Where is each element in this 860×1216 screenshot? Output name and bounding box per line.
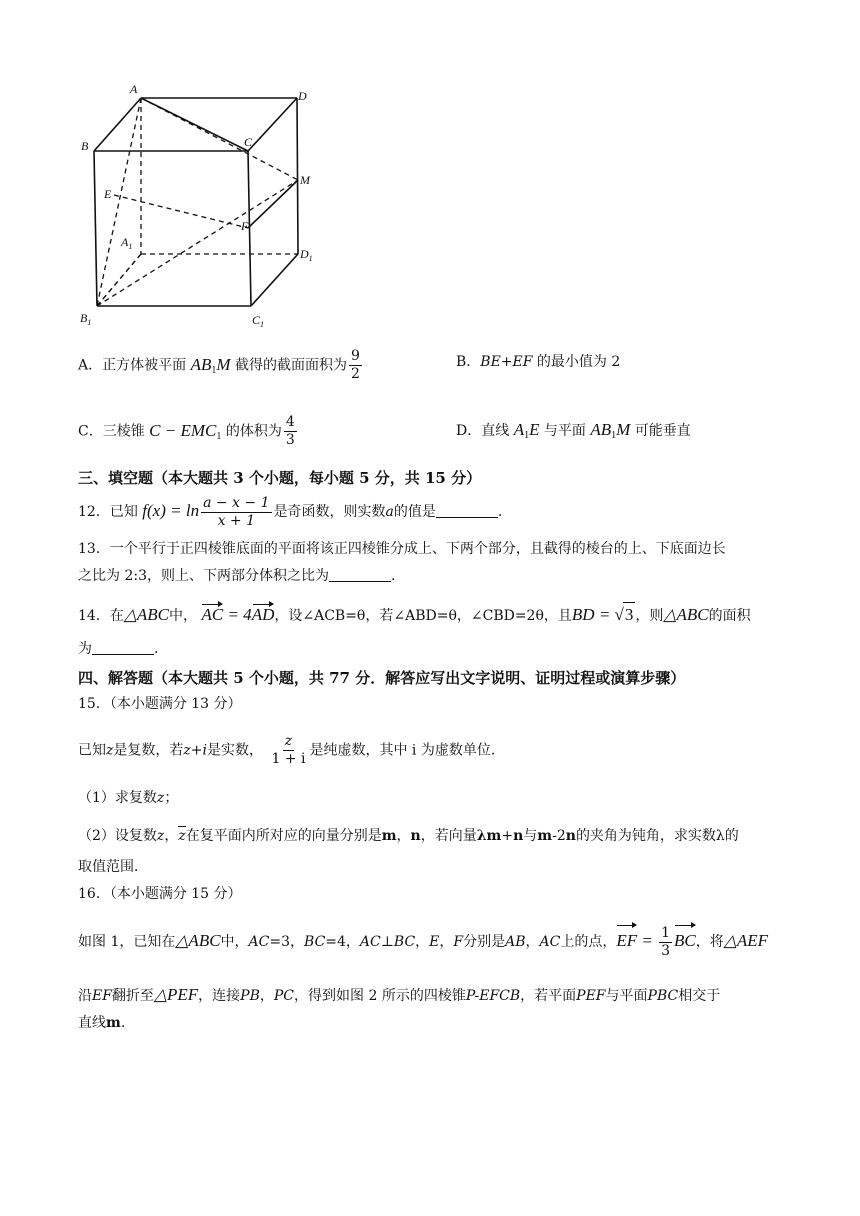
label-A: A [130,82,138,96]
fraction-4-3: $\frac{4}{3}$ [285,414,295,448]
question-16-line-3: 直线m. [78,1015,126,1031]
question-14-line-2: 为 . [78,641,159,657]
label-D: D [298,89,307,103]
label-M: M [300,173,310,187]
question-12: 12．已知 f(x) = ln $\frac{a - x - 1}{x + 1}$ 是奇函数，则实数a的值是 . [78,494,503,529]
fraction-z-over-1-plus-i: $\frac{z}{1 + i}$ [271,733,306,767]
cube-diagram [72,78,332,333]
question-15-part-2-line-2: 取值范围． [78,859,148,875]
question-14-line-1: 14．在△ABC中， AC = 4AD，设∠ACB=θ，若∠ABD=θ，∠CBD=2θ，且BD = √3 ，则△ABC的面积 [78,602,751,628]
cube-figure [72,78,332,333]
label-B: B [81,139,89,153]
question-15-stem: 已知z是复数，若z+i是实数， $\frac{z}{1 + i}$ 是纯虚数，其中 i 为虚数单位． [78,733,505,767]
label-A1: $A_1$ [121,235,133,251]
question-16-header: 16．（本小题满分 15 分） [78,886,242,902]
answer-blank-13[interactable] [329,581,391,582]
section-4-title: 四、解答题（本大题共 5 个小题，共 77 分．解答应写出文字说明、证明过程或演算步骤） [78,669,686,687]
section-3-title: 三、填空题（本大题共 3 个小题，每小题 5 分，共 15 分） [78,469,482,487]
question-15-header: 15．（本小题满分 13 分） [78,696,242,712]
question-15-part-1: （1）求复数z； [78,790,179,806]
label-D1: $D_1$ [300,247,313,263]
question-13-line-2: 之比为 2:3，则上、下两部分体积之比为 . [78,568,396,584]
option-C: C．三棱锥 $C - EMC_1$ 的体积为 $\frac{4}{3}$ [78,414,295,448]
answer-blank-14[interactable] [92,654,154,655]
fraction-9-2: $\frac{9}{2}$ [350,348,360,382]
label-B1: $B_1$ [80,311,92,327]
fraction-one-third: $\frac{1}{3}$ [661,924,671,959]
question-13-line-1: 13．一个平行于正四棱锥底面的平面将该正四棱锥分成上、下两个部分，且截得的棱台的上、下底面边长 [78,541,726,557]
option-B: B．BE+EF 的最小值为 2 [456,354,621,370]
option-A: A．正方体被平面 $AB_1M$ 截得的截面面积为 $\frac{9}{2}$ [78,348,360,382]
label-E: E [104,187,112,201]
fraction-q12: $\frac{a - x - 1}{x + 1}$ [203,494,270,529]
label-C: C [244,135,253,149]
option-D: D．直线 $A_1E$ 与平面 $AB_1M$ 可能垂直 [456,420,691,441]
question-16-line-1: 如图 1，已知在△ABC中，AC=3，BC=4，AC⊥BC，E，F分别是AB，AC上的点，EF = $\frac{1}{3}$ BC，将△AEF [78,924,769,959]
label-F: F [241,219,249,233]
label-C1: $C_1$ [252,313,265,329]
question-16-line-2: 沿EF翻折至△PEF，连接PB，PC，得到如图 2 所示的四棱锥P-EFCB，若平面PEF与平面PBC相交于 [78,985,721,1004]
answer-blank-12[interactable] [436,517,498,518]
question-15-part-2-line-1: （2）设复数z，z在复平面内所对应的向量分别是m，n，若向量λm+n与m-2n的夹角为钝角，求实数λ的 [78,828,739,844]
